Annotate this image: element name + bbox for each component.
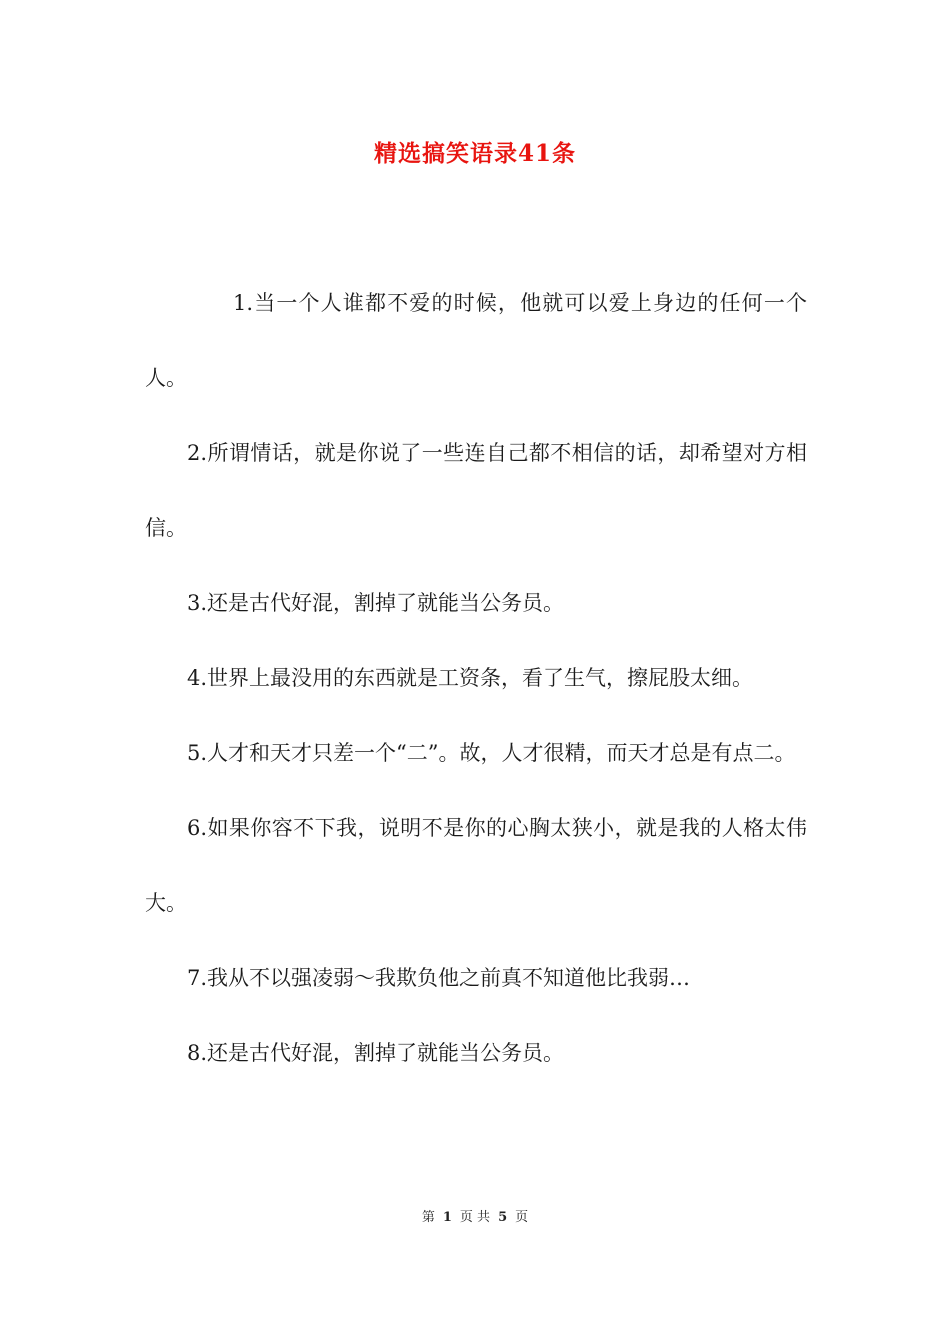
paragraph-3: 3.还是古代好混，割掉了就能当公务员。 xyxy=(187,591,565,615)
footer-current-page: 1 xyxy=(442,1210,452,1225)
footer-middle: 页 共 xyxy=(459,1210,491,1225)
paragraph-4: 4.世界上最没用的东西就是工资条，看了生气，擦屁股太细。 xyxy=(187,666,754,690)
paragraph-7: 7.我从不以强凌弱～我欺负他之前真不知道他比我弱… xyxy=(187,966,691,990)
paragraph-5: 5.人才和天才只差一个“二”。故，人才很精，而天才总是有点二。 xyxy=(187,741,796,765)
footer-prefix: 第 xyxy=(421,1210,435,1225)
page-footer xyxy=(0,1208,950,1228)
paragraph-8: 8.还是古代好混，割掉了就能当公务员。 xyxy=(187,1041,565,1065)
footer-suffix: 页 xyxy=(515,1210,529,1225)
paragraph-6: 6.如果你容不下我，说明不是你的心胸太狭小，就是我的人格太伟大。 xyxy=(145,816,807,915)
document-title: 精选搞笑语录41条 xyxy=(373,140,576,167)
document-body xyxy=(145,266,807,1091)
paragraph-1: 1.当一个人谁都不爱的时候，他就可以爱上身边的任何一个人。 xyxy=(145,291,807,390)
paragraph-2: 2.所谓情话，就是你说了一些连自己都不相信的话，却希望对方相信。 xyxy=(145,441,807,540)
footer-total-pages: 5 xyxy=(498,1210,508,1225)
